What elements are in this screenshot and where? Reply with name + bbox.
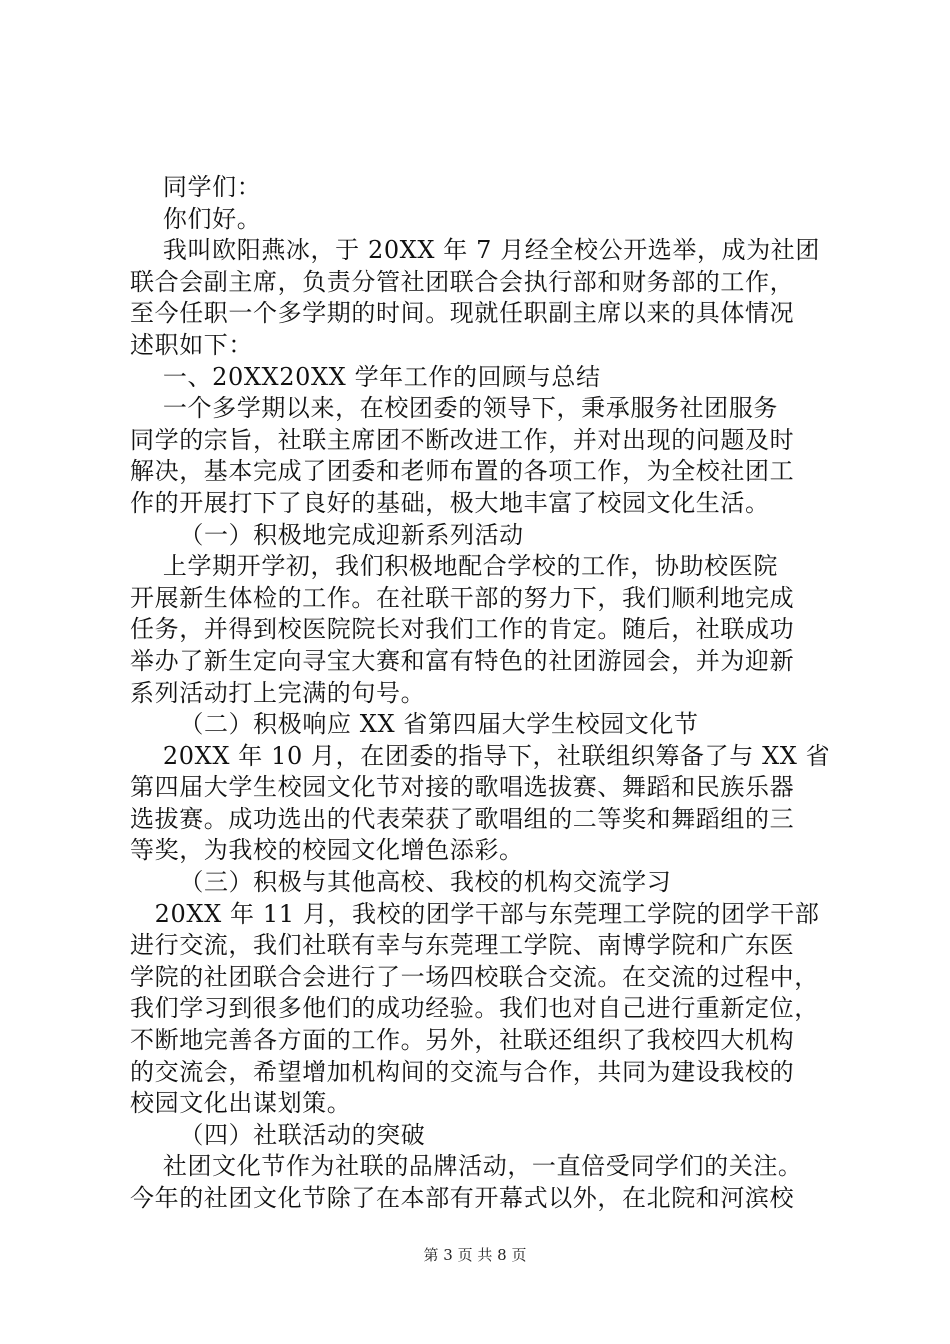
body-line: 第四届大学生校园文化节对接的歌唱选拔赛、舞蹈和民族乐器 xyxy=(130,773,795,802)
body-line: 系列活动打上完满的句号。 xyxy=(130,678,426,707)
body-line: 不断地完善各方面的工作。另外，社联还组织了我校四大机构 xyxy=(130,1026,795,1055)
body-line: 联合会副主席，负责分管社团联合会执行部和财务部的工作， xyxy=(130,267,795,296)
greeting-line: 你们好。 xyxy=(130,204,262,233)
body-line: 举办了新生定向寻宝大赛和富有特色的社团游园会，并为迎新 xyxy=(130,646,795,675)
subsection-heading: （三）积极与其他高校、我校的机构交流学习 xyxy=(130,868,672,897)
body-line: 上学期开学初，我们积极地配合学校的工作，协助校医院 xyxy=(130,552,778,581)
body-line: 作的开展打下了良好的基础，极大地丰富了校园文化生活。 xyxy=(130,488,770,517)
body-line: 解决，基本完成了团委和老师布置的各项工作，为全校社团工 xyxy=(130,457,795,486)
page-footer xyxy=(0,1244,950,1265)
body-line: 的交流会，希望增加机构间的交流与合作，共同为建设我校的 xyxy=(130,1057,795,1086)
body-line: 校园文化出谋划策。 xyxy=(130,1089,352,1118)
document-body xyxy=(130,172,842,1215)
body-line: 开展新生体检的工作。在社联干部的努力下，我们顺利地完成 xyxy=(130,583,795,612)
body-line: 20XX 年 10 月，在团委的指导下，社联组织筹备了与 XX 省 xyxy=(130,741,831,770)
body-line: 进行交流，我们社联有幸与东莞理工学院、南博学院和广东医 xyxy=(130,931,795,960)
body-line: 任务，并得到校医院院长对我们工作的肯定。随后，社联成功 xyxy=(130,615,795,644)
body-line: 学院的社团联合会进行了一场四校联合交流。在交流的过程中， xyxy=(130,962,819,991)
body-line: 我叫欧阳燕冰，于 20XX 年 7 月经全校公开选举，成为社团 xyxy=(130,236,821,265)
salutation-line: 同学们： xyxy=(130,173,262,201)
page-number-label: 第 3 页 共 8 页 xyxy=(423,1246,527,1264)
subsection-heading: （一）积极地完成迎新系列活动 xyxy=(130,520,524,549)
subsection-heading: （四）社联活动的突破 xyxy=(130,1120,426,1149)
body-line: 同学的宗旨，社联主席团不断改进工作，并对出现的问题及时 xyxy=(130,425,795,454)
body-line: 选拔赛。成功选出的代表荣获了歌唱组的二等奖和舞蹈组的三 xyxy=(130,804,795,833)
subsection-heading: （二）积极响应 XX 省第四届大学生校园文化节 xyxy=(130,710,699,739)
body-line: 20XX 年 11 月，我校的团学干部与东莞理工学院的团学干部 xyxy=(130,899,820,928)
body-line: 一个多学期以来，在校团委的领导下，秉承服务社团服务 xyxy=(130,394,778,423)
body-line: 述职如下： xyxy=(130,330,253,359)
body-line: 社团文化节作为社联的品牌活动，一直倍受同学们的关注。 xyxy=(130,1152,803,1181)
body-line: 今年的社团文化节除了在本部有开幕式以外，在北院和河滨校 xyxy=(130,1184,795,1212)
body-line: 至今任职一个多学期的时间。现就任职副主席以来的具体情况 xyxy=(130,299,795,328)
body-line: 我们学习到很多他们的成功经验。我们也对自己进行重新定位， xyxy=(130,994,819,1023)
body-line: 等奖，为我校的校园文化增色添彩。 xyxy=(130,836,524,865)
section-heading: 一、20XX20XX 学年工作的回顾与总结 xyxy=(130,362,601,391)
